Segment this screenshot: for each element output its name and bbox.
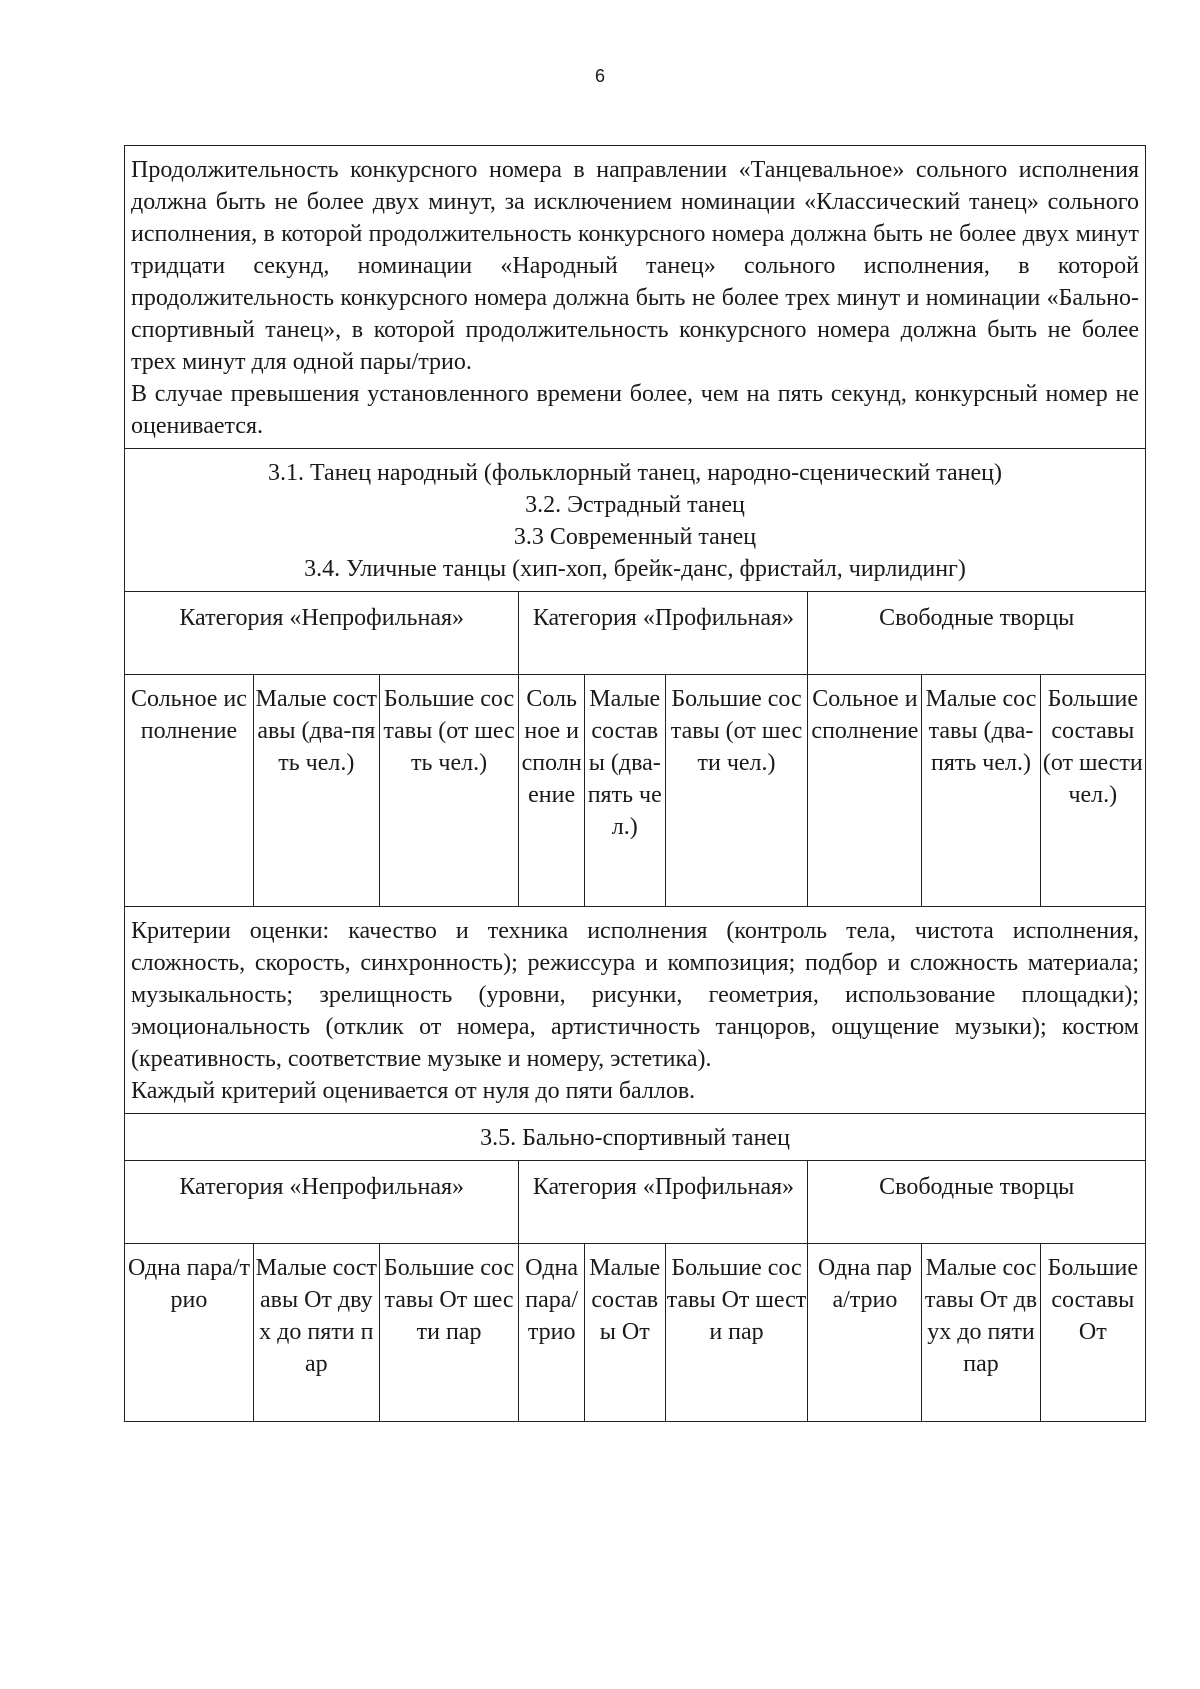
duration-rules-cell [125, 146, 1146, 449]
subcategory-cell: Большие составы (от шести чел.) [665, 675, 808, 907]
subcategory-cell: Одна пара/трио [125, 1244, 254, 1422]
section-title: 3.4. Уличные танцы (хип-хоп, брейк-данс, фристайл, чирлидинг) [304, 556, 966, 582]
category-nonprofile: Категория «Непрофильная» [125, 592, 519, 675]
category-free-creators: Свободные творцы [808, 592, 1146, 675]
section1-title-row [125, 449, 1146, 592]
subcategory-cell: Большие составы От шести пар [379, 1244, 519, 1422]
section1-subcategory-row [125, 675, 1146, 907]
criteria-cell [125, 907, 1146, 1114]
regulations-table [124, 145, 1146, 1422]
subcategory-cell: Сольное исполнение [519, 675, 585, 907]
criteria-paragraph: Критерии оценки: качество и техника исполнения (контроль тела, чистота исполнения, сложность, скорость, синхронность); режиссура и композиция; подбор и сложность материала; музыкальность; зрелищность (уровни, рисунки, геометрия, использование площадки); эмоциональность (отклик от номера, артистичность танцоров, ощущение музыки); костюм (креативность, соответствие музыке и номеру, эстетика). [131, 918, 1139, 1072]
scoring-paragraph: Каждый критерий оценивается от нуля до пяти баллов. [131, 1078, 696, 1104]
category-free-creators: Свободные творцы [808, 1161, 1146, 1244]
subcategory-cell: Малые составы От двух до пяти пар [253, 1244, 379, 1422]
category-profile: Категория «Профильная» [519, 1161, 808, 1244]
subcategory-cell: Малые составы (два-пять чел.) [584, 675, 665, 907]
subcategory-cell: Малые составы От [584, 1244, 665, 1422]
subcategory-cell: Сольное исполнение [808, 675, 922, 907]
category-profile: Категория «Профильная» [519, 592, 808, 675]
subcategory-cell: Одна пара/трио [519, 1244, 585, 1422]
section-title: 3.2. Эстрадный танец [525, 492, 745, 518]
section1-titles [125, 449, 1146, 592]
subcategory-cell: Большие составы (от шести чел.) [1040, 675, 1145, 907]
criteria-row [125, 907, 1146, 1114]
duration-paragraph: Продолжительность конкурсного номера в направлении «Танцевальное» сольного исполнения должна быть не более двух минут, за исключением номинации «Классический танец» сольного исполнения, в которой продолжительность конкурсного номера должна быть не более двух минут тридцати секунд, номинации «Народный танец» сольного исполнения, в которой продолжительность конкурсного номера должна быть не более трех минут и номинации «Бально-спортивный танец», в которой продолжительность конкурсного номера должна быть не более трех минут для одной пары/трио. [131, 157, 1139, 375]
section1-category-row [125, 592, 1146, 675]
subcategory-cell: Малые составы От двух до пяти пар [922, 1244, 1040, 1422]
subcategory-cell: Одна пара/трио [808, 1244, 922, 1422]
section2-title-row [125, 1114, 1146, 1161]
subcategory-cell: Малые составы (два-пять чел.) [253, 675, 379, 907]
section2-category-row [125, 1161, 1146, 1244]
subcategory-cell: Малые составы (два-пять чел.) [922, 675, 1040, 907]
subcategory-cell: Сольное исполнение [125, 675, 254, 907]
section2-subcategory-row [125, 1244, 1146, 1422]
subcategory-cell: Большие составы От [1040, 1244, 1145, 1422]
subcategory-cell: Большие составы От шести пар [665, 1244, 808, 1422]
section-title: 3.1. Танец народный (фольклорный танец, народно-сценический танец) [267, 460, 1003, 486]
section-title: 3.3 Современный танец [513, 524, 757, 550]
intro-row [125, 146, 1146, 449]
page-number: 6 [594, 66, 605, 86]
subcategory-cell: Большие составы (от шесть чел.) [379, 675, 519, 907]
section2-title: 3.5. Бально-спортивный танец [125, 1114, 1146, 1161]
overtime-paragraph: В случае превышения установленного времени более, чем на пять секунд, конкурсный номер не оценивается. [131, 381, 1139, 439]
category-nonprofile: Категория «Непрофильная» [125, 1161, 519, 1244]
